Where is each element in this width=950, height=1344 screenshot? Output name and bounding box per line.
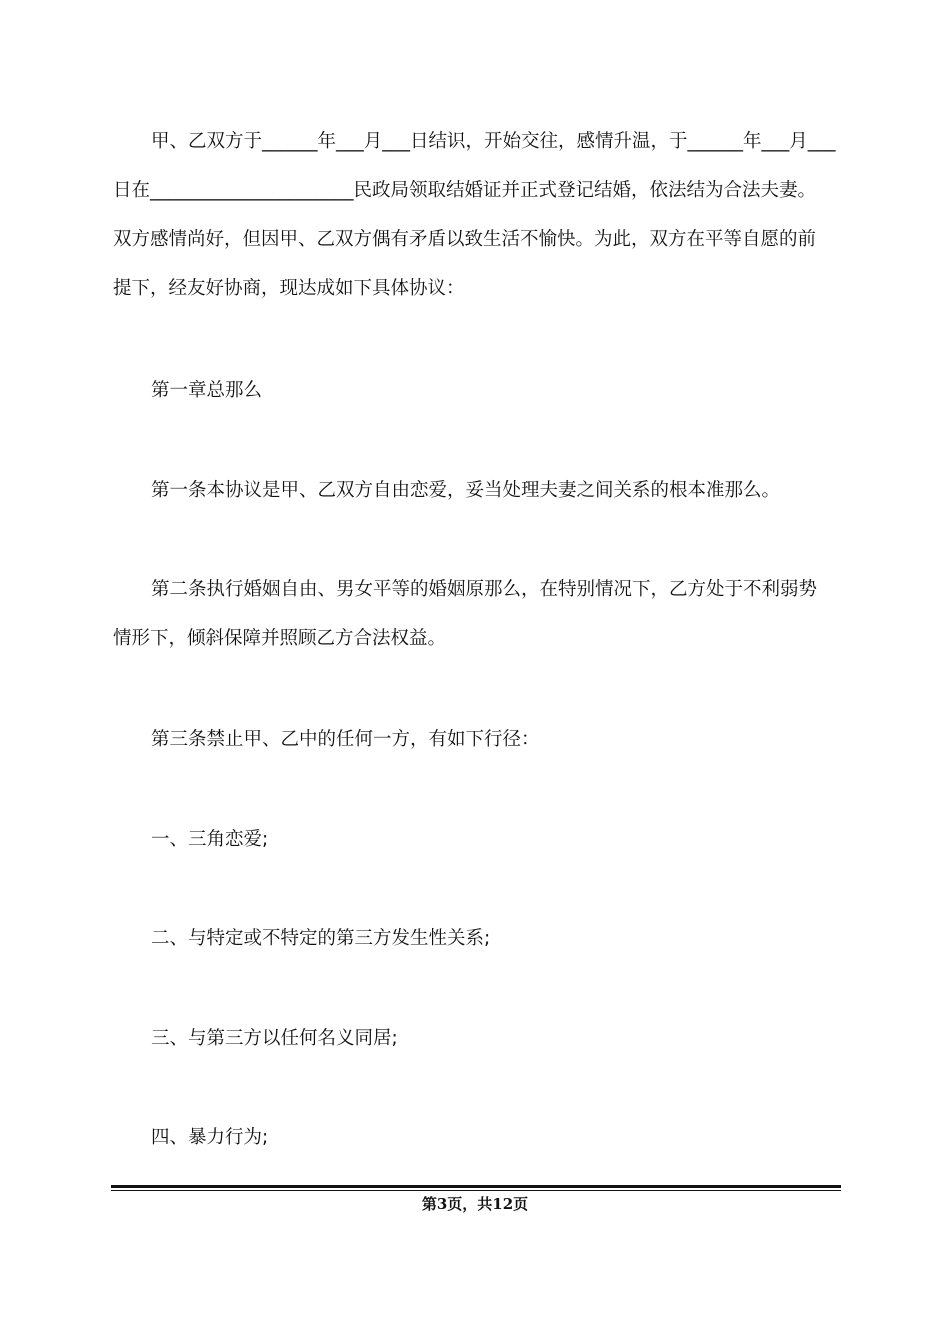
article-2-line-1: 第二条执行婚姻自由、男女平等的婚姻原那么，在特别情况下，乙方处于不利弱势 bbox=[151, 579, 818, 600]
article-3 bbox=[113, 715, 843, 764]
intro-paragraph bbox=[113, 117, 843, 313]
intro-line-4: 提下，经友好协商，现达成如下具体协议： bbox=[113, 278, 465, 299]
list-item-2: 二、与特定或不特定的第三方发生性关系; bbox=[151, 928, 491, 949]
footer-divider bbox=[111, 1185, 841, 1191]
intro-line-2: 日在______________________民政局领取结婚证并正式登记结婚，依法结为合法夫妻。 bbox=[113, 180, 817, 201]
list-item bbox=[113, 1113, 843, 1162]
intro-line-3: 双方感情尚好，但因甲、乙双方偶有矛盾以致生活不愉快。为此，双方在平等自愿的前 bbox=[113, 229, 817, 250]
list-item bbox=[113, 815, 843, 864]
list-item bbox=[113, 1014, 843, 1063]
intro-line-1: 甲、乙双方于______年___月___日结识，开始交往，感情升温，于______年___月___ bbox=[151, 131, 836, 152]
list-item-4: 四、暴力行为; bbox=[151, 1127, 269, 1148]
footer-divider-thick bbox=[111, 1185, 841, 1188]
article-2-line-2: 情形下，倾斜保障并照顾乙方合法权益。 bbox=[113, 628, 447, 649]
chapter-title bbox=[113, 366, 843, 415]
list-item-1: 一、三角恋爱; bbox=[151, 829, 269, 850]
page-number: 第3页，共12页 bbox=[421, 1195, 529, 1213]
chapter-title-text: 第一章总那么 bbox=[151, 380, 263, 401]
footer-divider-thin bbox=[111, 1190, 841, 1191]
article-1 bbox=[113, 466, 843, 515]
list-item-3: 三、与第三方以任何名义同居; bbox=[151, 1028, 398, 1049]
list-item bbox=[113, 914, 843, 963]
article-1-text: 第一条本协议是甲、乙双方自由恋爱，妥当处理夫妻之间关系的根本准那么。 bbox=[151, 480, 781, 501]
article-2 bbox=[113, 565, 843, 663]
article-3-text: 第三条禁止甲、乙中的任何一方，有如下行径： bbox=[151, 729, 540, 750]
